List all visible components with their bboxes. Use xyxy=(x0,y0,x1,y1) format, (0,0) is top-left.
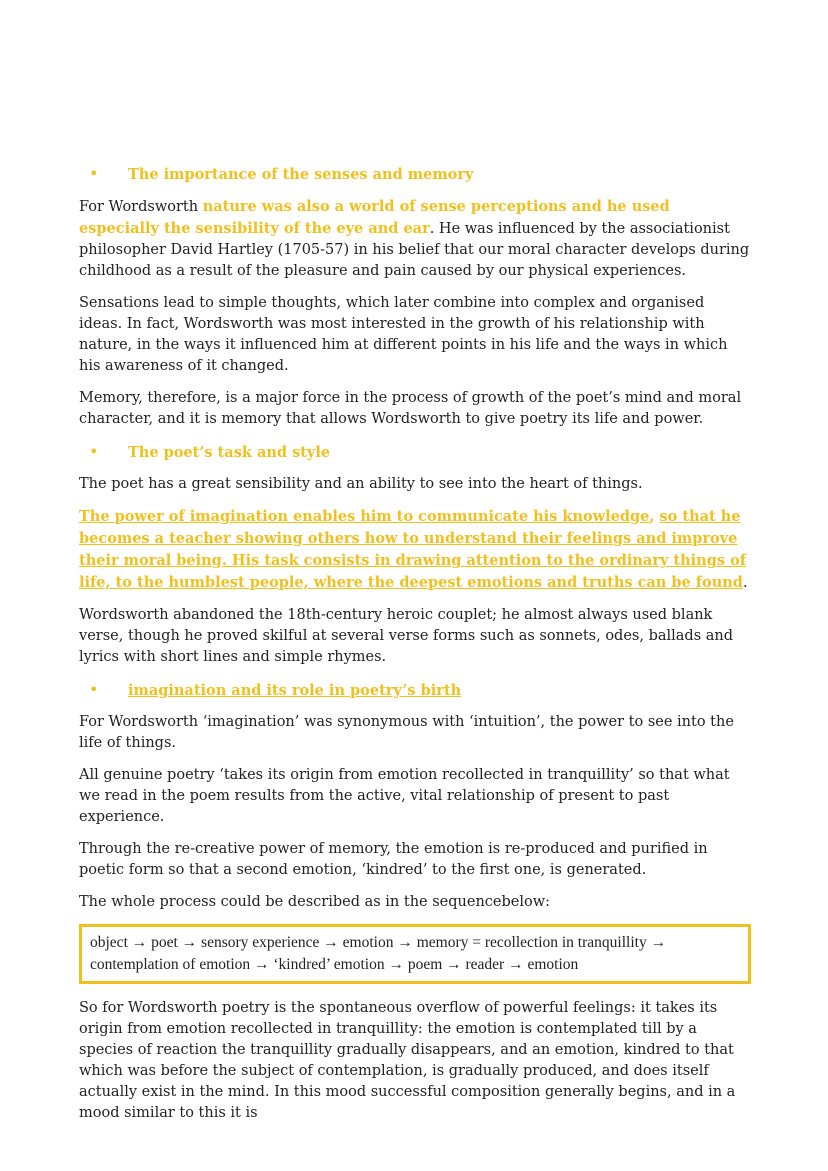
paragraph xyxy=(79,506,751,594)
document-page xyxy=(79,163,751,1135)
sequence-line: contemplation of emotion → ‘kindred’ emotion → poem → reader → emotion xyxy=(90,956,579,973)
highlighted-text: so that he becomes a teacher showing others how to understand their feelings and improve their moral being. His task consists in drawing attention to the ordinary things of life, to the humblest people, where the deepest emotions and truths can be found xyxy=(79,508,746,591)
highlighted-text: nature was also a world of sense perceptions and he used especially the sensibility of the eye and ear xyxy=(79,198,670,237)
text-run: . xyxy=(742,575,748,591)
paragraph: So for Wordsworth poetry is the spontaneous overflow of powerful feelings: it takes its origin from emotion recollected in tranquillity: the emotion is contemplated till by a species of reaction the tranquillity gradually disappears, and an emotion, kindred to that which was before the subject of contemplation, is gradually produced, and does itself actually exist in the mind. In this mood successful composition generally begins, and in a mood similar to this it is xyxy=(79,1000,736,1121)
heading-text: imagination and its role in poetry’s birth xyxy=(128,682,462,699)
paragraph: Wordsworth abandoned the 18th-century heroic couplet; he almost always used blank verse, though he proved skilful at several verse forms such as sonnets, odes, ballads and lyrics with short lines and simple rhymes. xyxy=(79,607,734,665)
bullet-icon: • xyxy=(89,164,99,183)
paragraph: Through the re-creative power of memory, the emotion is re-produced and purified in poetic form so that a second emotion, ‘kindred’ to the first one, is generated. xyxy=(79,841,708,878)
bullet-icon: • xyxy=(89,442,99,461)
paragraph: Sensations lead to simple thoughts, which later combine into complex and organised ideas. In fact, Wordsworth was most interested in the growth of his relationship with nature, in the ways it influenced him at different points in his life and the ways in which his awareness of it changed. xyxy=(79,295,728,374)
paragraph: All genuine poetry ‘takes its origin from emotion recollected in tranquillity’ so that what we read in the poem results from the active, vital relationship of present to past experience. xyxy=(79,767,730,825)
text-run: For Wordsworth xyxy=(79,199,203,215)
sequence-box xyxy=(79,924,751,984)
paragraph: Memory, therefore, is a major force in the process of growth of the poet’s mind and moral character, and it is memory that allows Wordsworth to give poetry its life and power. xyxy=(79,390,742,427)
section-heading-senses xyxy=(79,163,751,185)
text-run: , xyxy=(649,508,660,525)
paragraph: For Wordsworth ‘imagination’ was synonymous with ‘intuition’, the power to see into the life of things. xyxy=(79,714,734,751)
bullet-icon: • xyxy=(89,680,99,699)
paragraph: The whole process could be described as in the sequencebelow: xyxy=(79,894,551,910)
paragraph xyxy=(79,196,751,282)
paragraph: The poet has a great sensibility and an ability to see into the heart of things. xyxy=(79,476,643,492)
heading-text: The poet’s task and style xyxy=(128,444,331,461)
section-heading-imagination xyxy=(79,679,751,701)
highlighted-text: The power of imagination enables him to communicate his knowledge xyxy=(79,508,650,525)
section-heading-task xyxy=(79,441,751,463)
text-run: . He was influenced by the associationist philosopher David Hartley (1705-57) in his belief that our moral character develops during childhood as a result of the pleasure and pain caused by our physical experiences. xyxy=(79,221,750,279)
sequence-line: object → poet → sensory experience → emotion → memory = recollection in tranquillity → xyxy=(90,934,667,951)
heading-text: The importance of the senses and memory xyxy=(128,166,474,183)
